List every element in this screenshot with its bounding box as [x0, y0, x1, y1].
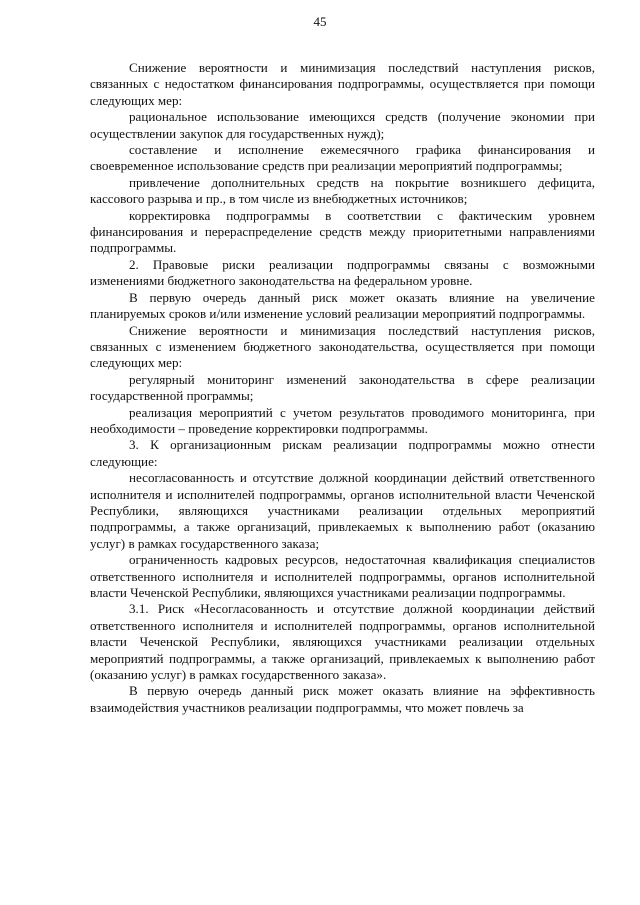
paragraph-legal-risk-impact: В первую очередь данный риск может оказать влияние на увеличение планируемых сроков и/или изменение условий реализации мероприятий подпрограммы.: [90, 289, 595, 322]
paragraph-monitoring-results: реализация мероприятий с учетом результатов проводимого мониторинга, при необходимости – проведение корректировки подпрограммы.: [90, 404, 595, 436]
paragraph-legal-risks: 2. Правовые риски реализации подпрограммы связаны с возможными изменениями бюджетного законодательства на федеральном уровне.: [90, 256, 595, 289]
paragraph-additional-funds: привлечение дополнительных средств на покрытие возникшего дефицита, кассового разрыва и пр., в том числе из внебюджетных источников;: [90, 174, 595, 207]
paragraph-risk-3-1: 3.1. Риск «Несогласованность и отсутствие должной координации действий ответственного исполнителя и исполнителей подпрограммы, органов исполнительной власти Чеченской Республики, являющихся участниками реализации отдельных мероприятий подпрограммы, а также организаций, привлекаемых к выполнению работ (оказанию услуг) в рамках государственного заказа».: [90, 601, 595, 683]
page-number: 45: [313, 14, 327, 29]
paragraph-legal-risk-mitigation: Снижение вероятности и минимизация последствий наступления рисков, связанных с изменением бюджетного законодательства, осуществляется при помощи следующих мер:: [90, 322, 595, 371]
document-body: [90, 60, 595, 716]
paragraph-monthly-schedule: составление и исполнение ежемесячного графика финансирования и своевременное использование средств при реализации мероприятий подпрограммы;: [90, 142, 595, 174]
paragraph-risk-impact-continued: В первую очередь данный риск может оказать влияние на эффективность взаимодействия участников реализации подпрограммы, что может повлечь за: [90, 683, 595, 715]
paragraph-rational-use: рациональное использование имеющихся средств (получение экономии при осуществлении закупок для государственных нужд);: [90, 109, 595, 141]
paragraph-lack-of-coordination: несогласованность и отсутствие должной координации действий ответственного исполнителя и исполнителей подпрограммы, органов исполнительной власти Чеченской Республики, являющихся участниками реализации отдельных мероприятий подпрограммы, а также организаций, привлекаемых к выполнению работ (оказанию услуг) в рамках государственного заказа;: [90, 470, 595, 551]
paragraph-program-adjustment: корректировка подпрограммы в соответствии с фактическим уровнем финансирования и перераспределение средств между приоритетными направлениями подпрограммы.: [90, 207, 595, 256]
paragraph-financing-risk-intro: Снижение вероятности и минимизация последствий наступления рисков, связанных с недостатком финансирования подпрограммы, осуществляется при помощи следующих мер:: [90, 60, 595, 108]
paragraph-limited-staff: ограниченность кадровых ресурсов, недостаточная квалификация специалистов ответственного исполнителя и исполнителей подпрограммы, органов исполнительной власти Чеченской Республики, являющихся участниками реализации подпрограммы.: [90, 552, 595, 600]
paragraph-monitoring: регулярный мониторинг изменений законодательства в сфере реализации государственной программы;: [90, 371, 595, 404]
paragraph-organizational-risks: 3. К организационным рискам реализации подпрограммы можно отнести следующие:: [90, 437, 595, 469]
